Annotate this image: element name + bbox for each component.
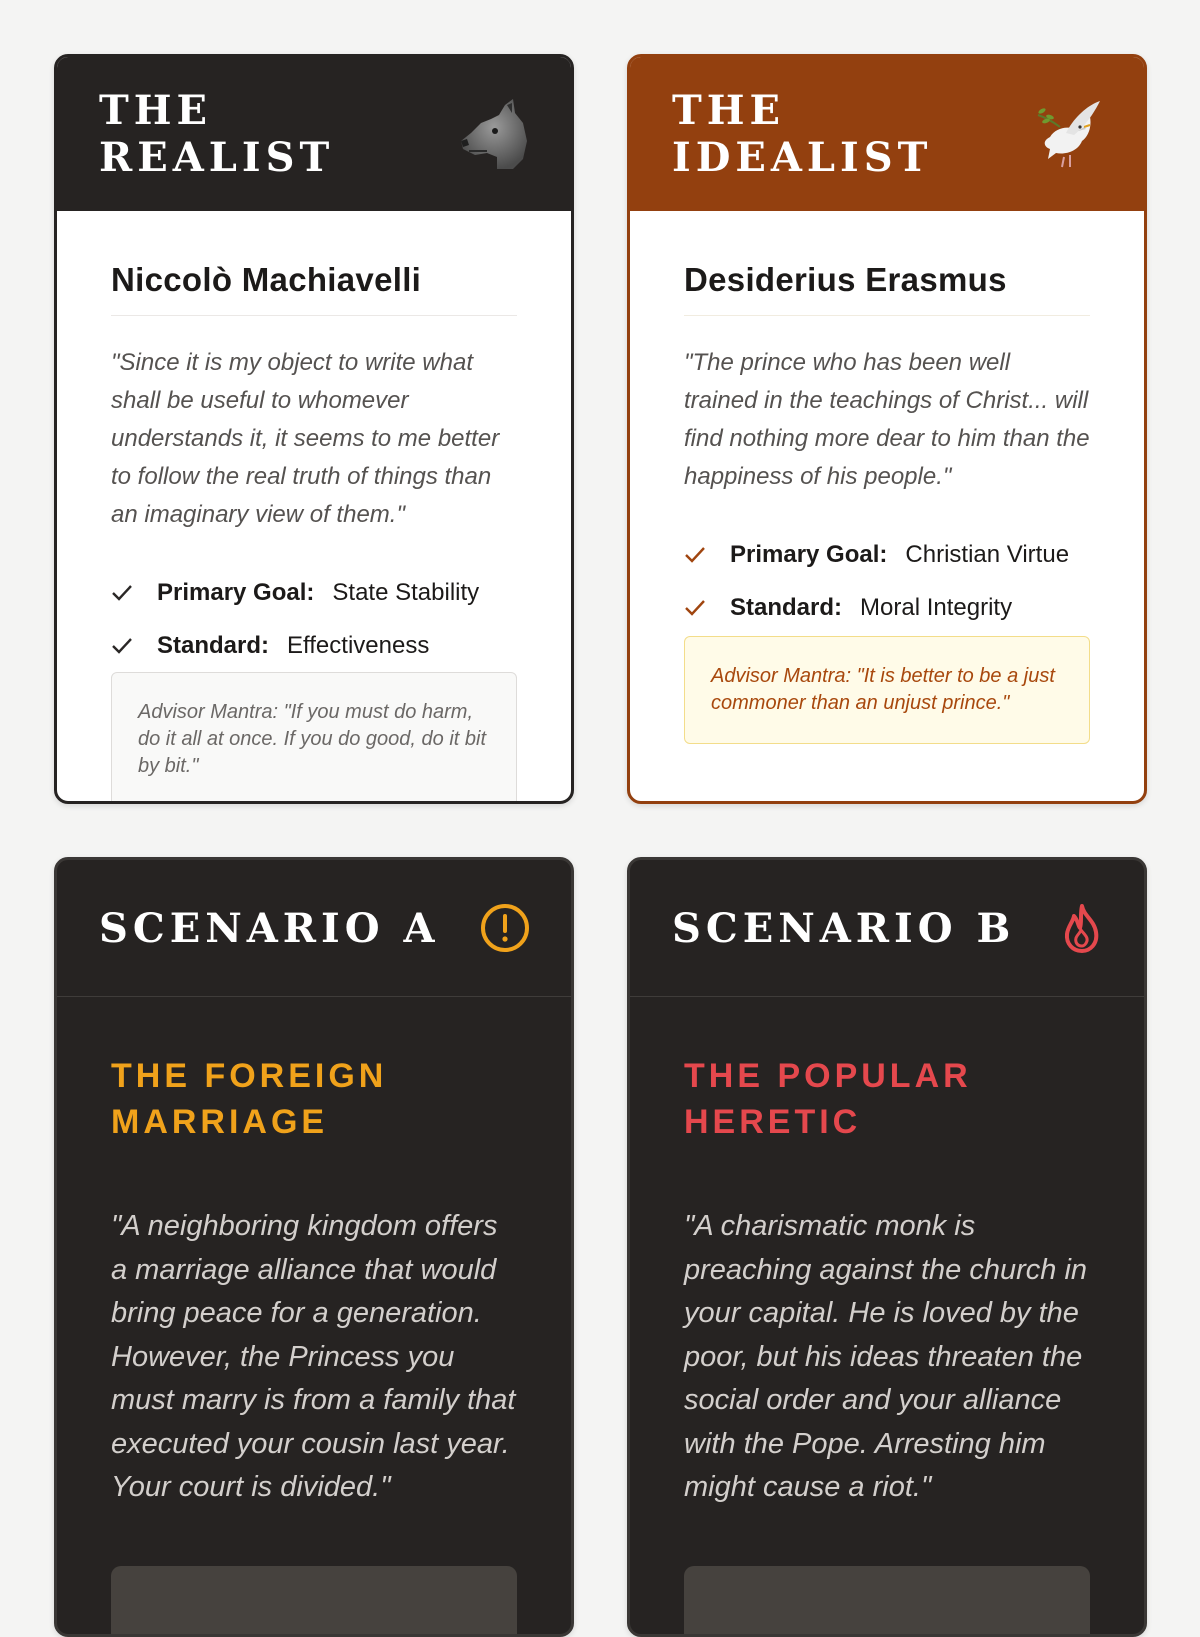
- scenario-choice-panel: [111, 1566, 517, 1637]
- scenario-b-title: SCENARIO B: [672, 904, 1016, 952]
- trait-item: [684, 581, 1090, 634]
- idealist-title: THE IDEALIST: [672, 87, 933, 181]
- check-icon: [684, 599, 730, 617]
- advisor-name: Desiderius Erasmus: [684, 261, 1090, 316]
- scenario-a-title: SCENARIO A: [99, 904, 440, 952]
- wolf-icon: [457, 97, 531, 171]
- trait-item: [111, 566, 517, 619]
- check-icon: [111, 584, 157, 602]
- trait-label: Primary Goal:: [730, 540, 888, 568]
- trait-value: State Stability: [332, 578, 480, 606]
- scenario-text: "A charismatic monk is preaching against the church in your capital. He is loved by the poor, but his ideas threaten the social order and your alliance with the Pope. Arresting him might cause a riot.": [684, 1210, 1088, 1503]
- realist-card: [54, 54, 574, 804]
- advisor-quote: "Since it is my object to write what shall be useful to whomever understands it, it seems to me better to follow the real truth of things than an imaginary view of them.": [111, 349, 500, 528]
- scenario-text: "A neighboring kingdom offers a marriage alliance that would bring peace for a generation. However, the Princess you must marry is from a family that executed your cousin last year. Your court is divided.": [111, 1210, 516, 1503]
- scenario-heading: THE POPULAR HERETIC: [684, 1057, 972, 1141]
- idealist-card: [627, 54, 1147, 804]
- check-icon: [111, 637, 157, 655]
- idealist-header: [630, 57, 1144, 211]
- trait-value: Christian Virtue: [905, 540, 1070, 568]
- flame-icon: [1060, 902, 1104, 954]
- scenario-b-card: [627, 857, 1147, 1637]
- scenario-b-header: [630, 860, 1144, 997]
- scenario-heading: THE FOREIGN MARRIAGE: [111, 1057, 388, 1141]
- trait-label: Standard:: [157, 631, 270, 659]
- realist-title: THE REALIST: [99, 87, 335, 181]
- trait-label: Standard:: [730, 593, 843, 621]
- trait-item: [684, 528, 1090, 581]
- alert-circle-icon: [479, 902, 531, 954]
- trait-value: Effectiveness: [287, 631, 430, 659]
- trait-list: [111, 566, 517, 672]
- realist-header: [57, 57, 571, 211]
- advisor-name: Niccolò Machiavelli: [111, 261, 517, 316]
- trait-item: [111, 619, 517, 672]
- advisor-mantra: Advisor Mantra: "It is better to be a just commoner than an unjust prince.": [684, 636, 1090, 744]
- trait-label: Primary Goal:: [157, 578, 315, 606]
- advisor-mantra: Advisor Mantra: "If you must do harm, do it all at once. If you do good, do it bit by bit.": [111, 672, 517, 804]
- scenario-a-card: [54, 857, 574, 1637]
- check-icon: [684, 546, 730, 564]
- trait-list: [684, 528, 1090, 634]
- advisor-quote: "The prince who has been well trained in the teachings of Christ... will find nothing more dear to him than the happiness of his people.": [684, 349, 1090, 490]
- scenario-a-header: [57, 860, 571, 997]
- scenario-choice-panel: [684, 1566, 1090, 1637]
- dove-icon: [1030, 97, 1104, 171]
- trait-value: Moral Integrity: [860, 593, 1013, 621]
